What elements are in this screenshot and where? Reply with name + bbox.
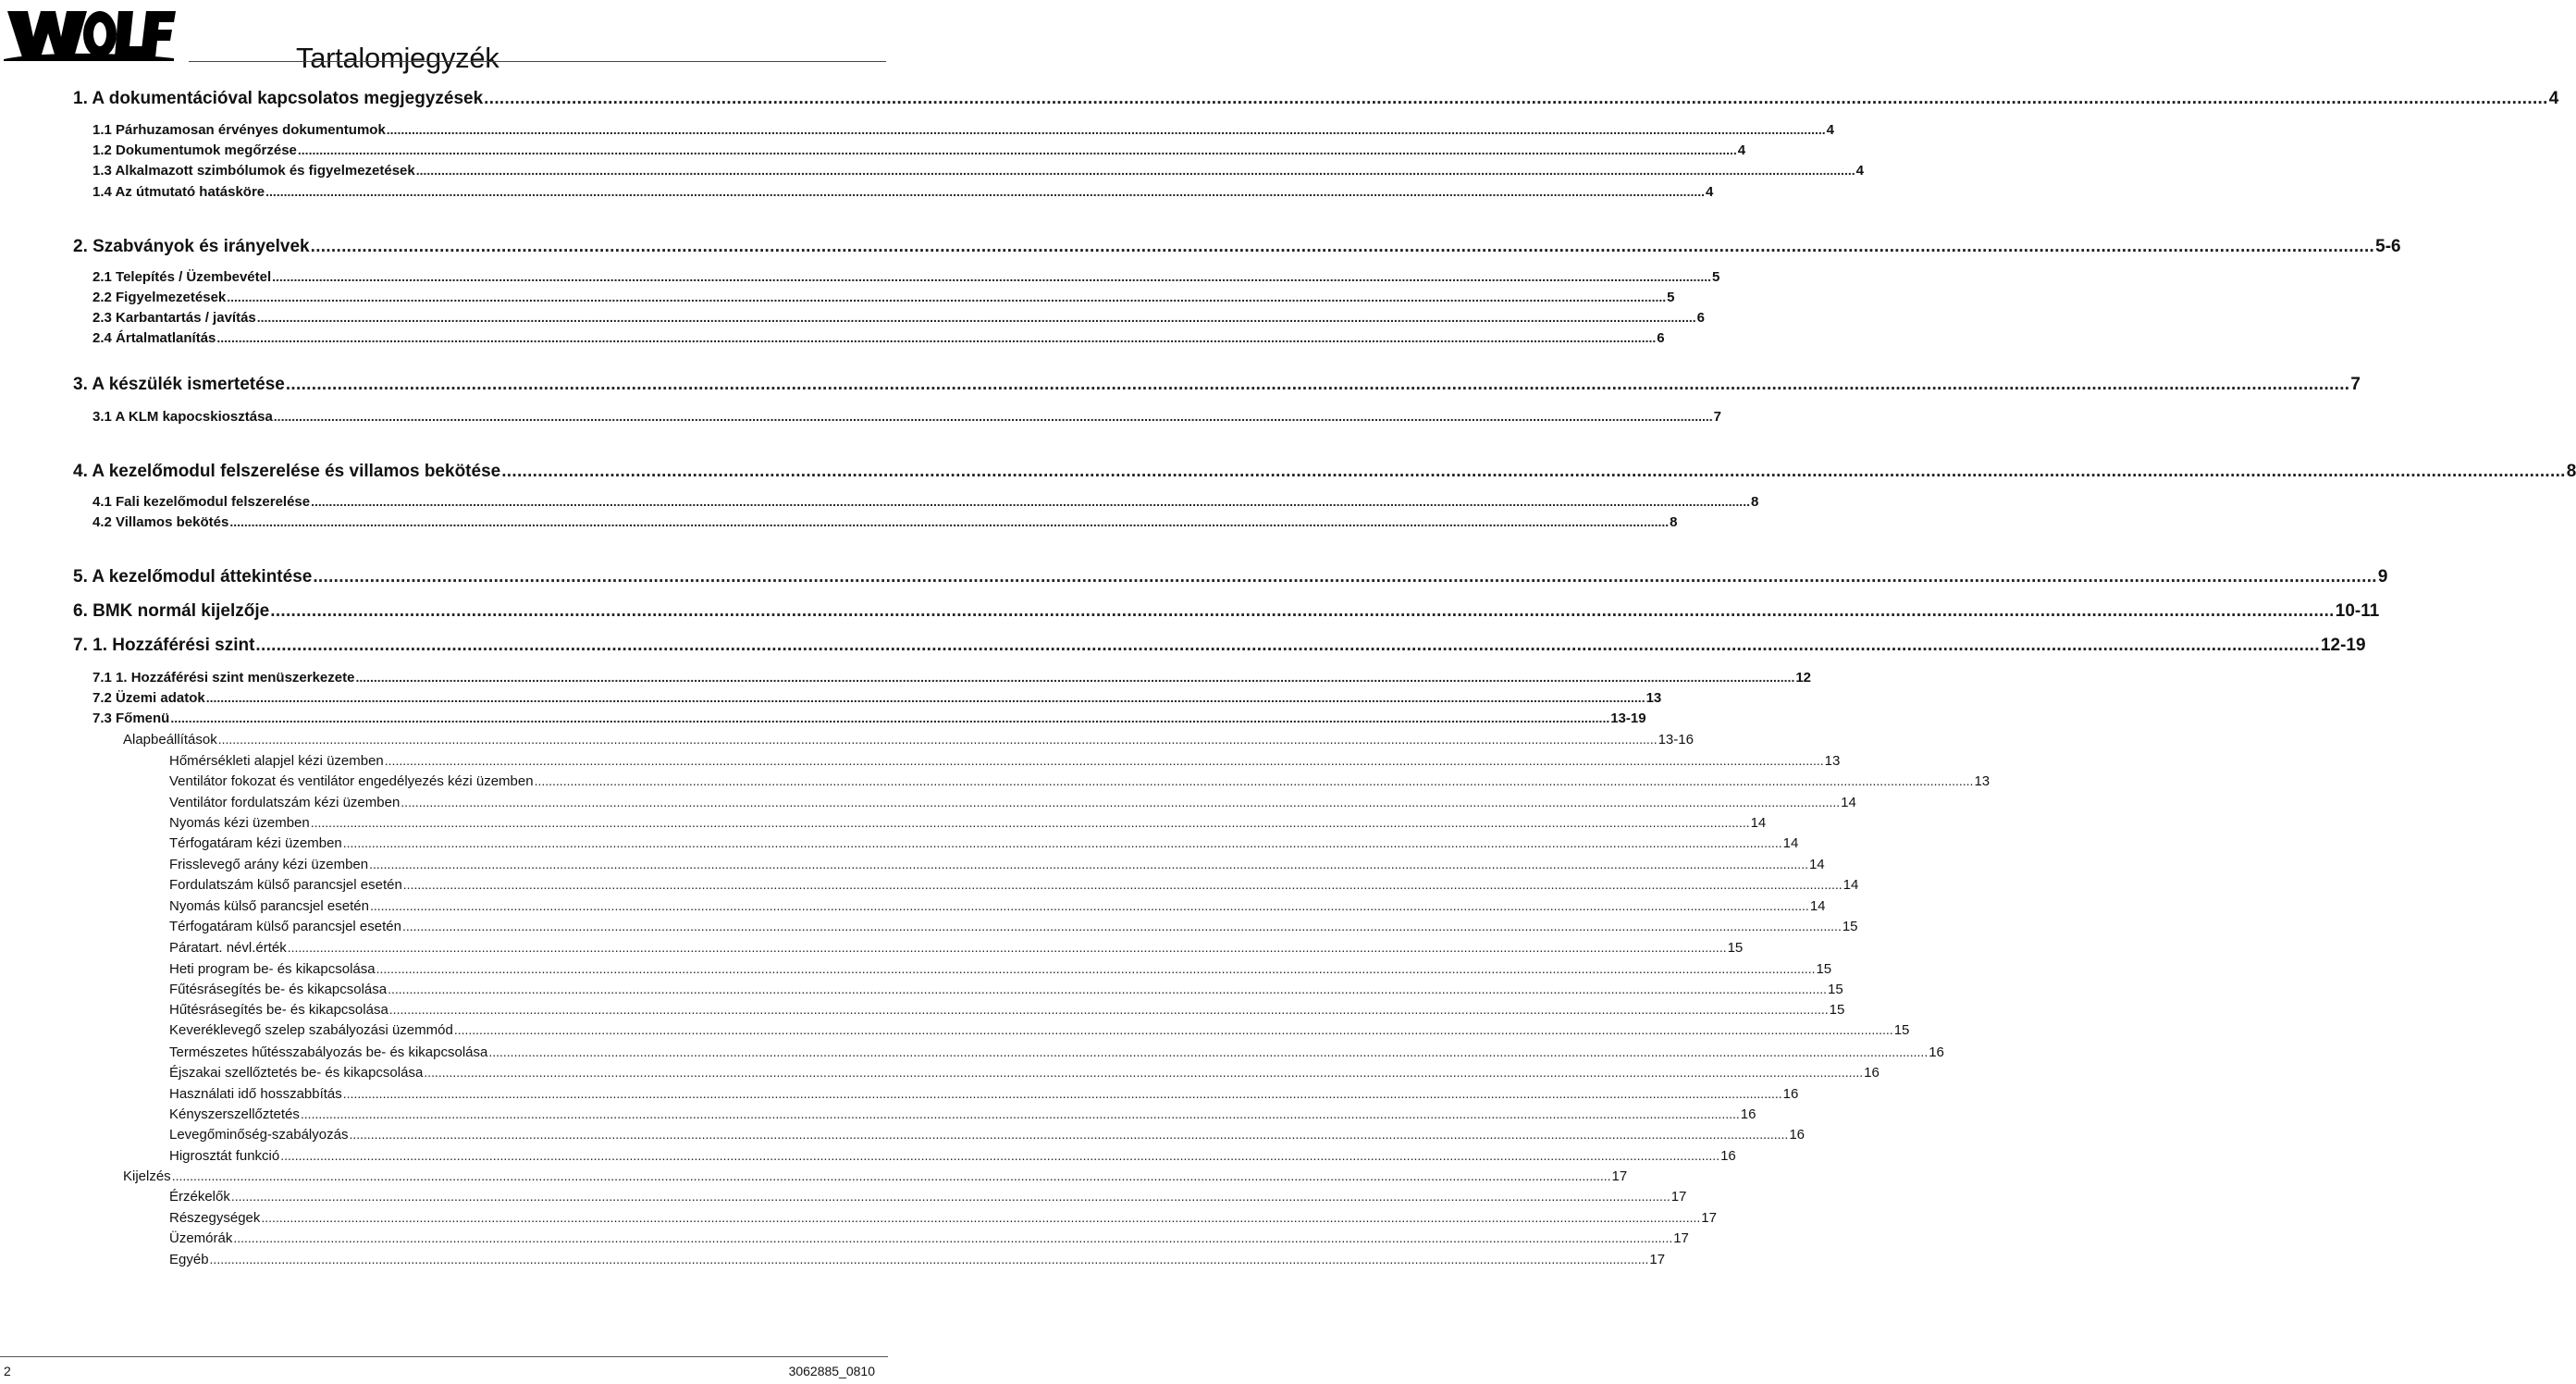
toc-dot-leader: ................................................................................................................................................................................................................................................................................................................................................................................................................	[287, 940, 1727, 955]
toc-entry-title: Levegőminőség-szabályozás	[169, 1127, 349, 1143]
toc-entry-title: 1. A dokumentációval kapcsolatos megjegyzések	[73, 89, 484, 108]
toc-dot-leader: ................................................................................................................................................................................................................................................................................................................................................................................................................	[534, 773, 1974, 788]
toc-dot-leader: ................................................................................................................................................................................................................................................................................................................................................................................................................	[256, 310, 1696, 325]
toc-entry-title: Kijelzés	[123, 1168, 171, 1184]
toc-entry-title: Frisslevegő arány kézi üzemben	[169, 857, 369, 872]
toc-entry[interactable]	[169, 1252, 1666, 1267]
toc-entry[interactable]	[92, 122, 1834, 138]
toc-entry-page: 14	[1841, 795, 1856, 810]
toc-entry-title: Kényszerszellőztetés	[169, 1106, 300, 1122]
toc-dot-leader: ................................................................................................................................................................................................................................................................................................................................................................................................................	[217, 732, 1658, 747]
toc-entry[interactable]	[92, 494, 1759, 510]
toc-entry-title: Természetes hűtésszabályozás be- és kikapcsolása	[169, 1044, 488, 1060]
toc-entry-title: 7.3 Főmenü	[92, 711, 170, 726]
toc-entry[interactable]	[169, 898, 1826, 914]
toc-entry[interactable]	[169, 1065, 1880, 1081]
toc-entry-page: 17	[1673, 1230, 1689, 1246]
toc-dot-leader: ................................................................................................................................................................................................................................................................................................................................................................................................................	[386, 122, 1826, 137]
toc-entry-page: 8	[1670, 514, 1678, 530]
toc-entry-title: Higrosztát funkció	[169, 1148, 280, 1164]
toc-dot-leader: ................................................................................................................................................................................................................................................................................................................................................................................................................	[280, 1148, 1720, 1163]
toc-entry[interactable]	[73, 636, 2366, 655]
toc-entry-page: 5-6	[2375, 237, 2401, 256]
logo-letter-w	[7, 11, 87, 57]
toc-entry-title: 1.4 Az útmutató hatásköre	[92, 184, 265, 200]
footer-divider	[0, 1356, 888, 1357]
toc-dot-leader: ................................................................................................................................................................................................................................................................................................................................................................................................................	[484, 89, 2548, 108]
toc-dot-leader: ................................................................................................................................................................................................................................................................................................................................................................................................................	[424, 1065, 1864, 1080]
toc-entry-title: 3.1 A KLM kapocskiosztása	[92, 409, 273, 425]
toc-entry-page: 13	[1824, 753, 1841, 769]
toc-entry-title: Nyomás külső parancsjel esetén	[169, 898, 369, 914]
toc-entry-page: 13	[1645, 690, 1662, 706]
toc-entry-title: Üzemórák	[169, 1230, 233, 1246]
toc-entry[interactable]	[169, 1106, 1756, 1122]
toc-dot-leader: ................................................................................................................................................................................................................................................................................................................................................................................................................	[488, 1044, 1929, 1059]
toc-entry[interactable]	[169, 773, 1991, 789]
toc-entry-page: 5	[1667, 290, 1675, 305]
toc-dot-leader: ................................................................................................................................................................................................................................................................................................................................................................................................................	[285, 375, 2350, 394]
toc-entry-page: 16	[1929, 1044, 1944, 1060]
toc-entry-page: 6	[1657, 330, 1665, 346]
toc-entry[interactable]	[169, 815, 1767, 831]
toc-entry-page: 15	[1842, 919, 1858, 934]
toc-entry-title: 3. A készülék ismertetése	[73, 375, 285, 394]
toc-entry-page: 9	[2377, 567, 2388, 587]
toc-dot-leader: ................................................................................................................................................................................................................................................................................................................................................................................................................	[171, 1168, 1611, 1183]
toc-entry-title: Éjszakai szellőztetés be- és kikapcsolása	[169, 1065, 424, 1081]
toc-entry-page: 4	[2548, 89, 2559, 108]
toc-entry-page: 12	[1795, 670, 1812, 686]
toc-entry[interactable]	[73, 375, 2360, 394]
toc-entry-title: 2.2 Figyelmezetések	[92, 290, 227, 305]
toc-dot-leader: ................................................................................................................................................................................................................................................................................................................................................................................................................	[270, 601, 2335, 621]
toc-entry-page: 7	[2350, 375, 2360, 394]
toc-entry-page: 14	[1782, 835, 1799, 851]
toc-entry-title: Heti program be- és kikapcsolása	[169, 961, 376, 977]
toc-entry-page: 4	[1706, 184, 1714, 200]
toc-entry-page: 15	[1816, 961, 1832, 977]
toc-entry[interactable]	[73, 601, 2380, 621]
toc-entry-page: 8	[1750, 494, 1759, 510]
toc-entry[interactable]	[169, 982, 1843, 997]
toc-dot-leader: ................................................................................................................................................................................................................................................................................................................................................................................................................	[355, 670, 1795, 685]
toc-entry-title: Részegységek	[169, 1210, 261, 1226]
toc-entry-page: 13-19	[1610, 711, 1646, 726]
header-divider	[189, 61, 886, 62]
toc-entry-title: 7. 1. Hozzáférési szint	[73, 636, 255, 655]
toc-entry-title: Ventilátor fokozat és ventilátor engedélyezés kézi üzemben	[169, 773, 534, 789]
toc-entry-page: 15	[1727, 940, 1744, 956]
toc-entry[interactable]	[73, 237, 2401, 256]
toc-entry-page: 17	[1701, 1210, 1717, 1226]
toc-dot-leader: ................................................................................................................................................................................................................................................................................................................................................................................................................	[265, 184, 1706, 199]
toc-dot-leader: ................................................................................................................................................................................................................................................................................................................................................................................................................	[369, 898, 1809, 913]
toc-entry-title: Érzékelők	[169, 1189, 230, 1205]
toc-dot-leader: ................................................................................................................................................................................................................................................................................................................................................................................................................	[311, 494, 1750, 509]
toc-entry-title: 4.2 Villamos bekötés	[92, 514, 229, 530]
toc-entry-title: Páratart. névl.érték	[169, 940, 287, 956]
toc-entry-page: 4	[1826, 122, 1834, 138]
toc-entry[interactable]	[92, 409, 1721, 425]
toc-entry-title: 2.3 Karbantartás / javítás	[92, 310, 256, 326]
toc-entry-page: 7	[1713, 409, 1721, 425]
toc-dot-leader: ................................................................................................................................................................................................................................................................................................................................................................................................................	[300, 1106, 1740, 1121]
toc-dot-leader: ................................................................................................................................................................................................................................................................................................................................................................................................................	[388, 1002, 1829, 1017]
toc-dot-leader: ................................................................................................................................................................................................................................................................................................................................................................................................................	[272, 269, 1711, 284]
toc-entry-title: 1.1 Párhuzamosan érvényes dokumentumok	[92, 122, 386, 138]
toc-entry-title: Térfogatáram kézi üzemben	[169, 835, 342, 851]
toc-dot-leader: ................................................................................................................................................................................................................................................................................................................................................................................................................	[342, 835, 1782, 850]
toc-entry-page: 15	[1827, 982, 1843, 997]
toc-entry-page: 16	[1789, 1127, 1805, 1143]
toc-entry-title: 6. BMK normál kijelzője	[73, 601, 270, 621]
toc-entry[interactable]	[169, 1022, 1910, 1038]
toc-dot-leader: ................................................................................................................................................................................................................................................................................................................................................................................................................	[273, 409, 1713, 424]
toc-dot-leader: ................................................................................................................................................................................................................................................................................................................................................................................................................	[297, 142, 1737, 157]
toc-entry[interactable]	[92, 690, 1662, 706]
toc-entry-page: 16	[1782, 1086, 1799, 1102]
toc-dot-leader: ................................................................................................................................................................................................................................................................................................................................................................................................................	[388, 982, 1827, 996]
toc-entry-page: 17	[1670, 1189, 1687, 1205]
document-number: 3062885_0810	[788, 1364, 875, 1378]
toc-entry[interactable]	[92, 711, 1646, 726]
toc-dot-leader: ................................................................................................................................................................................................................................................................................................................................................................................................................	[313, 567, 2377, 587]
toc-entry[interactable]	[92, 514, 1678, 530]
toc-entry-title: Fűtésrásegítés be- és kikapcsolása	[169, 982, 388, 997]
toc-entry-title: Hőmérsékleti alapjel kézi üzemben	[169, 753, 384, 769]
toc-entry-title: 2.1 Telepítés / Üzembevétel	[92, 269, 272, 285]
toc-entry[interactable]	[123, 1168, 1628, 1184]
toc-entry[interactable]	[169, 1189, 1687, 1205]
toc-entry[interactable]	[92, 269, 1720, 285]
toc-entry-page: 16	[1740, 1106, 1756, 1122]
toc-dot-leader: ................................................................................................................................................................................................................................................................................................................................................................................................................	[401, 919, 1842, 933]
toc-entry[interactable]	[92, 142, 1746, 158]
toc-entry[interactable]	[169, 1002, 1845, 1018]
toc-dot-leader: ................................................................................................................................................................................................................................................................................................................................................................................................................	[349, 1127, 1789, 1142]
toc-entry[interactable]	[123, 732, 1694, 748]
toc-entry-title: 4.1 Fali kezelőmodul felszerelése	[92, 494, 311, 510]
toc-entry-title: Használati idő hosszabbítás	[169, 1086, 342, 1102]
toc-dot-leader: ................................................................................................................................................................................................................................................................................................................................................................................................................	[209, 1252, 1649, 1267]
toc-entry-page: 4	[1737, 142, 1746, 158]
toc-entry[interactable]	[73, 567, 2388, 587]
toc-entry-page: 15	[1893, 1022, 1910, 1038]
page-number: 2	[4, 1364, 11, 1378]
toc-dot-leader: ................................................................................................................................................................................................................................................................................................................................................................................................................	[402, 877, 1843, 892]
toc-entry[interactable]	[169, 795, 1856, 810]
toc-entry-title: 1.3 Alkalmazott szimbólumok és figyelmezetések	[92, 163, 415, 179]
toc-dot-leader: ................................................................................................................................................................................................................................................................................................................................................................................................................	[384, 753, 1824, 768]
wolf-logo	[2, 6, 176, 61]
toc-entry[interactable]	[92, 290, 1675, 305]
toc-entry-page: 14	[1843, 877, 1859, 893]
toc-dot-leader: ................................................................................................................................................................................................................................................................................................................................................................................................................	[230, 1189, 1670, 1204]
toc-dot-leader: ................................................................................................................................................................................................................................................................................................................................................................................................................	[310, 237, 2375, 256]
toc-entry-title: 2. Szabványok és irányelvek	[73, 237, 310, 256]
toc-entry[interactable]	[169, 835, 1799, 851]
toc-dot-leader: ................................................................................................................................................................................................................................................................................................................................................................................................................	[401, 795, 1841, 809]
toc-entry-title: Alapbeállítások	[123, 732, 217, 748]
toc-entry[interactable]	[92, 330, 1665, 346]
toc-entry-page: 13-16	[1658, 732, 1694, 748]
logo-letter-f	[141, 11, 176, 57]
toc-entry-title: Nyomás kézi üzemben	[169, 815, 310, 831]
toc-entry-page: 14	[1750, 815, 1767, 831]
toc-entry-title: Hűtésrásegítés be- és kikapcsolása	[169, 1002, 388, 1018]
toc-dot-leader: ................................................................................................................................................................................................................................................................................................................................................................................................................	[310, 815, 1750, 830]
toc-entry-title: 7.2 Üzemi adatok	[92, 690, 205, 706]
toc-dot-leader: ................................................................................................................................................................................................................................................................................................................................................................................................................	[216, 330, 1657, 345]
toc-entry-page: 17	[1611, 1168, 1628, 1184]
toc-dot-leader: ................................................................................................................................................................................................................................................................................................................................................................................................................	[453, 1022, 1893, 1037]
toc-entry-title: 7.1 1. Hozzáférési szint menüszerkezete	[92, 670, 355, 686]
toc-entry[interactable]	[169, 857, 1825, 872]
toc-entry-page: 6	[1696, 310, 1705, 326]
toc-entry[interactable]	[169, 1086, 1799, 1102]
logo-letter-l	[115, 11, 146, 57]
toc-entry[interactable]	[169, 1230, 1689, 1246]
toc-entry[interactable]	[169, 877, 1859, 893]
toc-entry-page: 5	[1712, 269, 1720, 285]
toc-dot-leader: ................................................................................................................................................................................................................................................................................................................................................................................................................	[227, 290, 1667, 304]
toc-entry-page: 8	[2566, 462, 2576, 481]
toc-entry-title: 2.4 Ártalmatlanítás	[92, 330, 216, 346]
toc-entry-page: 10-11	[2335, 601, 2380, 621]
toc-dot-leader: ................................................................................................................................................................................................................................................................................................................................................................................................................	[170, 711, 1610, 725]
toc-entry-page: 16	[1864, 1065, 1880, 1081]
toc-entry-title: Fordulatszám külső parancsjel esetén	[169, 877, 402, 893]
toc-dot-leader: ................................................................................................................................................................................................................................................................................................................................................................................................................	[501, 462, 2566, 481]
toc-entry-title: Térfogatáram külső parancsjel esetén	[169, 919, 401, 934]
toc-dot-leader: ................................................................................................................................................................................................................................................................................................................................................................................................................	[229, 514, 1670, 529]
toc-entry-page: 15	[1829, 1002, 1845, 1018]
toc-entry-page: 13	[1974, 773, 1991, 789]
toc-entry[interactable]	[92, 670, 1812, 686]
toc-dot-leader: ................................................................................................................................................................................................................................................................................................................................................................................................................	[376, 961, 1816, 976]
toc-entry[interactable]	[169, 919, 1858, 934]
toc-entry-title: 1.2 Dokumentumok megőrzése	[92, 142, 297, 158]
toc-entry[interactable]	[169, 753, 1841, 769]
toc-dot-leader: ................................................................................................................................................................................................................................................................................................................................................................................................................	[415, 163, 1855, 178]
toc-dot-leader: ................................................................................................................................................................................................................................................................................................................................................................................................................	[233, 1230, 1673, 1245]
toc-entry-page: 16	[1720, 1148, 1736, 1164]
toc-entry[interactable]	[169, 1210, 1717, 1226]
toc-dot-leader: ................................................................................................................................................................................................................................................................................................................................................................................................................	[261, 1210, 1701, 1225]
toc-entry[interactable]	[169, 1044, 1944, 1060]
toc-entry-title: 5. A kezelőmodul áttekintése	[73, 567, 313, 587]
toc-dot-leader: ................................................................................................................................................................................................................................................................................................................................................................................................................	[255, 636, 2320, 655]
toc-entry[interactable]	[73, 462, 2576, 481]
toc-entry-title: 4. A kezelőmodul felszerelése és villamos bekötése	[73, 462, 501, 481]
toc-dot-leader: ................................................................................................................................................................................................................................................................................................................................................................................................................	[342, 1086, 1782, 1101]
toc-dot-leader: ................................................................................................................................................................................................................................................................................................................................................................................................................	[369, 857, 1808, 871]
toc-entry[interactable]	[169, 1127, 1805, 1143]
toc-entry[interactable]	[92, 310, 1705, 326]
toc-entry-title: Egyéb	[169, 1252, 209, 1267]
toc-entry[interactable]	[169, 1148, 1736, 1164]
toc-entry-page: 17	[1649, 1252, 1666, 1267]
toc-entry-title: Keveréklevegő szelep szabályozási üzemmód	[169, 1022, 453, 1038]
toc-entry[interactable]	[92, 163, 1864, 179]
page-title: Tartalomjegyzék	[296, 41, 499, 74]
toc-entry[interactable]	[169, 961, 1832, 977]
toc-dot-leader: ................................................................................................................................................................................................................................................................................................................................................................................................................	[205, 690, 1645, 705]
toc-entry-page: 4	[1855, 163, 1864, 179]
toc-entry-page: 14	[1808, 857, 1825, 872]
toc-entry[interactable]	[92, 184, 1714, 200]
toc-entry[interactable]	[73, 89, 2559, 108]
toc-entry-page: 12-19	[2320, 636, 2366, 655]
toc-entry-title: Ventilátor fordulatszám kézi üzemben	[169, 795, 401, 810]
toc-entry-page: 14	[1809, 898, 1826, 914]
toc-entry[interactable]	[169, 940, 1744, 956]
